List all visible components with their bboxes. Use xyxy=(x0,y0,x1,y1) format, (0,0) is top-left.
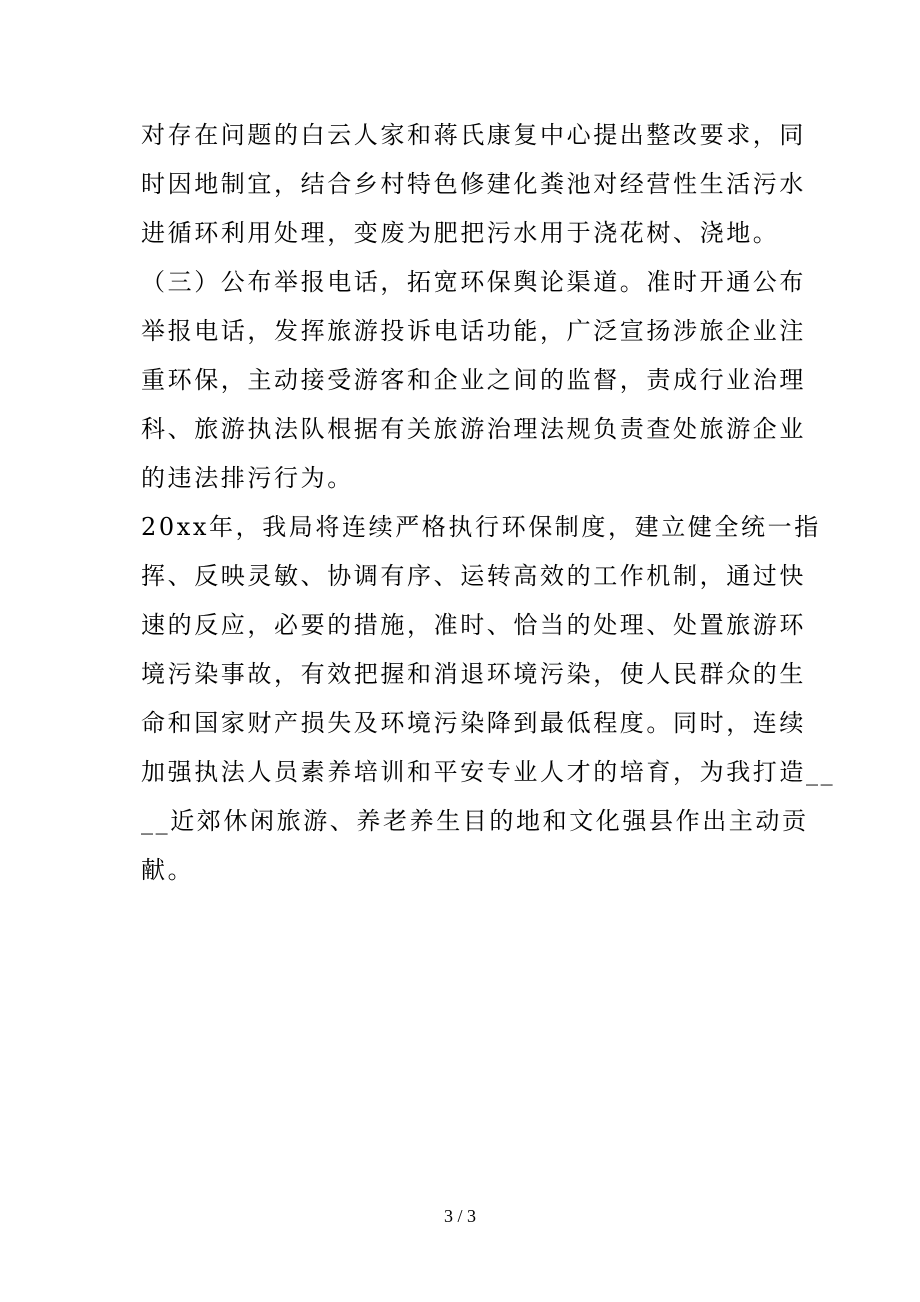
page-number: 3 / 3 xyxy=(443,1206,476,1226)
body-text-line: 的违法排污行为。 xyxy=(141,464,354,492)
body-text-line: 科、旅游执法队根据有关旅游治理法规负责查处旅游企业 xyxy=(141,415,806,443)
body-text-line: __近郊休闲旅游、养老养生目的地和文化强县作出主动贡 xyxy=(141,807,809,835)
body-text-line: 速的反应，必要的措施，准时、恰当的处理、处置旅游环 xyxy=(141,611,806,639)
body-text-line: 献。 xyxy=(141,856,195,884)
body-text-line: 重环保，主动接受游客和企业之间的监督，责成行业治理 xyxy=(141,366,806,394)
body-text-line: 加强执法人员素养培训和平安专业人才的培育，为我打造__ xyxy=(141,758,836,786)
body-text-line: 对存在问题的白云人家和蒋氏康复中心提出整改要求，同 xyxy=(141,121,806,149)
body-text-line: 举报电话，发挥旅游投诉电话功能，广泛宣扬涉旅企业注 xyxy=(141,317,806,345)
body-text-line: 20xx年，我局将连续严格执行环保制度，建立健全统一指 xyxy=(141,513,821,541)
body-text-line: 进循环利用处理，变废为肥把污水用于浇花树、浇地。 xyxy=(141,219,780,247)
body-text-line: 命和国家财产损失及环境污染降到最低程度。同时，连续 xyxy=(141,709,806,737)
body-text-line: 境污染事故，有效把握和消退环境污染，使人民群众的生 xyxy=(141,660,806,688)
body-text-line: 时因地制宜，结合乡村特色修建化粪池对经营性生活污水 xyxy=(141,170,806,198)
section-heading-line: （三）公布举报电话，拓宽环保舆论渠道。准时开通公布 xyxy=(141,268,806,296)
body-text-line: 挥、反映灵敏、协调有序、运转高效的工作机制，通过快 xyxy=(141,562,806,590)
